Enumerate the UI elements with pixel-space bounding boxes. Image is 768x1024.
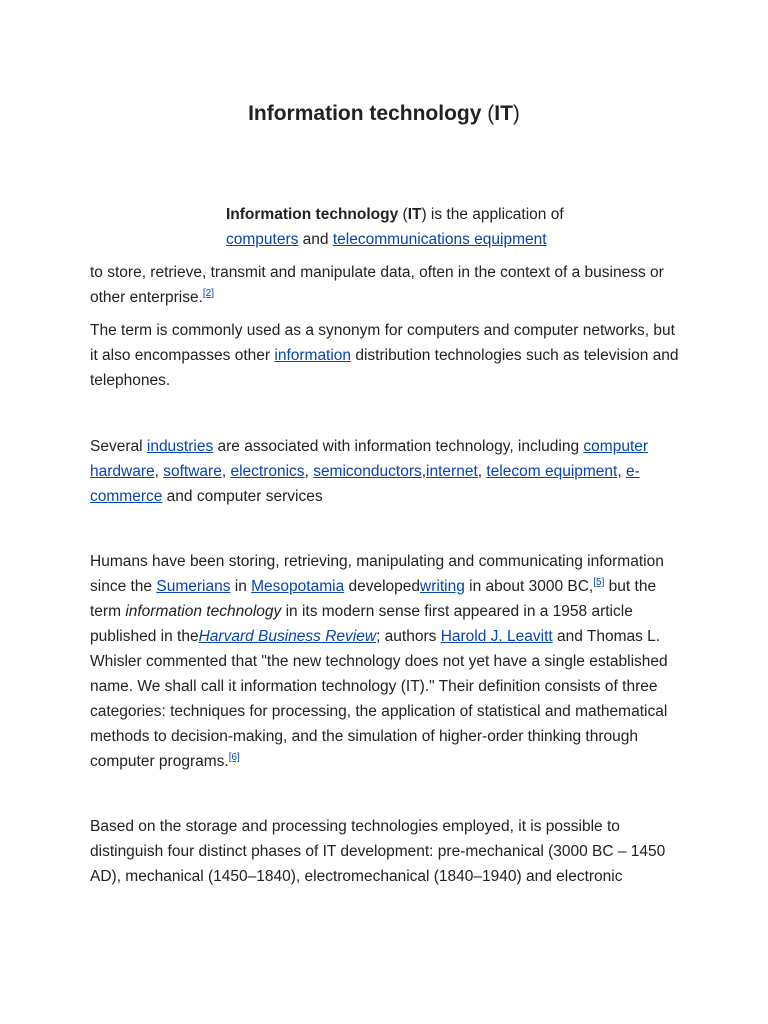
paragraph-text: , xyxy=(477,463,487,480)
reference-5 xyxy=(593,577,604,588)
paragraph-text: Several xyxy=(90,438,147,455)
link-telecommunications-equipment[interactable]: telecommunications equipment xyxy=(332,231,547,248)
lead-term: Information technology xyxy=(226,206,399,223)
link-computers[interactable]: computers xyxy=(226,231,299,248)
paragraph-text: , xyxy=(304,463,314,480)
link-electronics[interactable]: electronics xyxy=(230,463,305,480)
title-abbr: IT xyxy=(494,102,513,125)
paragraph-text: but the term xyxy=(90,578,657,620)
emphasis-information-technology: information technology xyxy=(125,603,282,620)
title-paren-open: ( xyxy=(481,102,495,125)
link-harvard-business-review[interactable]: Harvard Business Review xyxy=(198,628,377,645)
lead-paragraph xyxy=(226,202,676,252)
paragraph-text: are associated with information technology, including xyxy=(213,438,584,455)
paragraph-industries xyxy=(90,434,682,509)
paragraph-text: in its modern sense first appeared in a 1958 article published in the xyxy=(90,603,633,645)
link-writing[interactable]: writing xyxy=(420,578,465,595)
paragraph-text: and computer services xyxy=(162,488,323,505)
paragraph-text: Humans have been storing, retrieving, manipulating and communicating information since the xyxy=(90,553,664,595)
link-telecom-equipment[interactable]: telecom equipment xyxy=(486,463,618,480)
lead-text: ) is the application of xyxy=(421,206,564,223)
paragraph-text: , xyxy=(421,463,427,480)
paragraph-text: distribution technologies such as television and telephones. xyxy=(90,347,679,389)
ref-link-5[interactable]: [5] xyxy=(593,576,605,588)
paragraph-text: , xyxy=(617,463,626,480)
lead-text: and xyxy=(298,231,333,248)
title-main: Information technology xyxy=(248,102,482,125)
link-mesopotamia[interactable]: Mesopotamia xyxy=(251,578,345,595)
link-semiconductors[interactable]: semiconductors xyxy=(313,463,422,480)
ref-link-6[interactable]: [6] xyxy=(228,751,240,763)
paragraph-text: , xyxy=(221,463,231,480)
paragraph-text: ; authors xyxy=(376,628,441,645)
link-sumerians[interactable]: Sumerians xyxy=(156,578,231,595)
paragraph-text: Based on the storage and processing technologies employed, it is possible to distinguish four distinct phases of IT development: pre-mechanical (3000 BC – 1450 AD), mechanical (1450–1840), electromechanical (1840–1940) and electronic xyxy=(90,818,666,885)
paragraph-text: and Thomas L. Whisler commented that "the new technology does not yet have a single established name. We shall call it information technology (IT)." Their definition consists of three categories: techniques for processing, the application of statistical and mathematical methods to decision-making, and the simulation of higher-order thinking through computer programs. xyxy=(90,628,668,770)
paragraph-phases xyxy=(90,814,682,889)
paragraph-purpose xyxy=(90,260,682,310)
paragraph-text: in xyxy=(230,578,252,595)
paragraph-text: in about 3000 BC, xyxy=(464,578,594,595)
link-internet[interactable]: internet xyxy=(426,463,478,480)
link-software[interactable]: software xyxy=(163,463,222,480)
link-industries[interactable]: industries xyxy=(146,438,214,455)
reference-6 xyxy=(229,752,240,763)
link-information[interactable]: information xyxy=(274,347,352,364)
paragraph-synonym xyxy=(90,318,682,393)
paragraph-text: The term is commonly used as a synonym for computers and computer networks, but it also encompasses other xyxy=(90,322,675,364)
title-paren-close: ) xyxy=(512,102,520,125)
paragraph-history xyxy=(90,549,682,774)
link-harold-leavitt[interactable]: Harold J. Leavitt xyxy=(440,628,553,645)
paragraph-text: developed xyxy=(344,578,421,595)
paragraph-text: to store, retrieve, transmit and manipulate data, often in the context of a business or other enterprise. xyxy=(90,264,664,306)
lead-abbr: IT xyxy=(407,206,422,223)
page-title xyxy=(0,100,768,128)
reference-2 xyxy=(203,288,214,299)
link-e-commerce[interactable]: e-commerce xyxy=(90,463,640,505)
paragraph-text: , xyxy=(154,463,164,480)
lead-text: ( xyxy=(398,206,408,223)
ref-link-2[interactable]: [2] xyxy=(202,287,214,299)
link-computer-hardware[interactable]: computer hardware xyxy=(90,438,649,480)
